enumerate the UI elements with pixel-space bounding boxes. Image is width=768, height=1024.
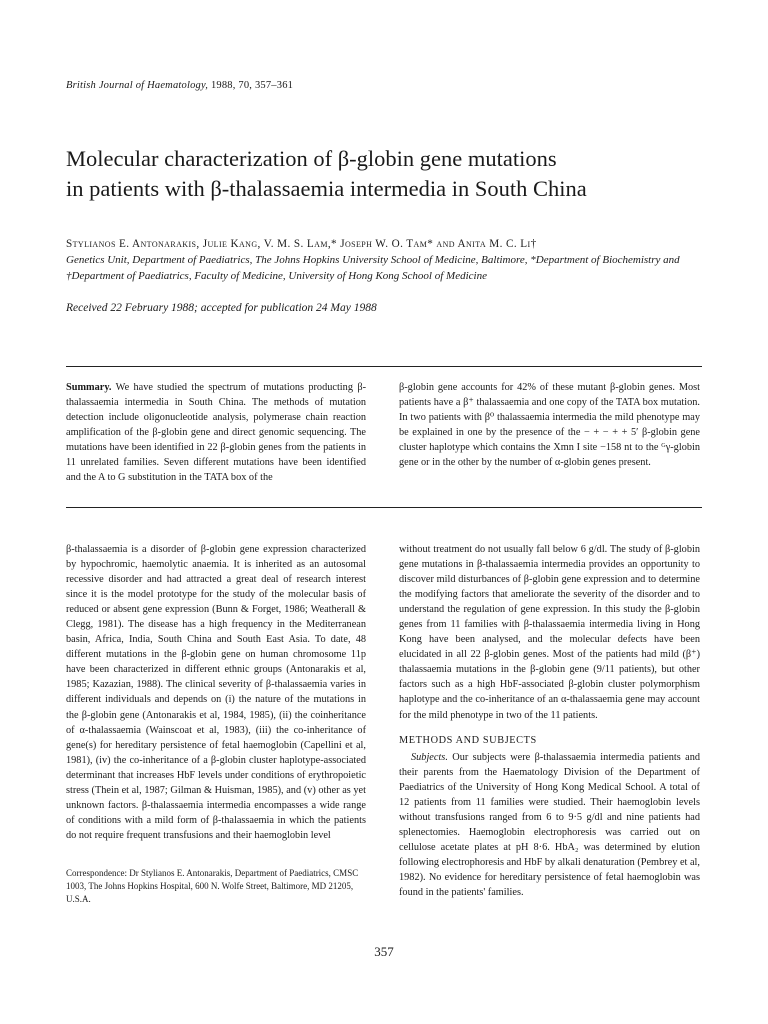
summary-text-left: We have studied the spectrum of mutations producting β-thalassaemia intermedia in South China. The methods of mutation detection include oligonucleotide analysis, polymerase chain reaction amplification of the β-globin gene and direct genomic sequencing. The mutations have been identified in 22 β-globin genes from the patients in 11 unrelated families. Seven different mutations have been identified and the A to G substitution in the TATA box of the (66, 382, 366, 484)
title-line-2: in patients with β-thalassaemia intermedia in South China (66, 176, 587, 201)
title-line-1: Molecular characterization of β-globin gene mutations (66, 146, 557, 171)
page-number: 357 (374, 944, 394, 959)
correspondence-footnote: Correspondence: Dr Stylianos E. Antonarakis, Department of Paediatrics, CMSC 1003, The Johns Hopkins Hospital, 600 N. Wolfe Street, Baltimore, MD 21205, U.S.A. (66, 868, 359, 904)
summary-right-column (399, 380, 700, 470)
journal-name: British Journal of Haematology, (66, 80, 209, 91)
intro-paragraph: β-thalassaemia is a disorder of β-globin gene expression characterized by hypochromic, haemolytic anaemia. It is inherited as an autosomal recessive disorder and had attracted a great deal of research interest since it is the model prototype for the study of the molecular basis of reduced or absent gene expression (Bunn & Forget, 1986; Weatherall & Clegg, 1981). The disease has a high frequency in the Mediterranean basin, Africa, India, South China and South East Asia. To date, 48 different mutations in the β-globin gene on human chromosome 11p have been characterized in different ethnic groups (Antonarakis et al, 1985; Kazazian, 1988). The clinical severity of β-thalassaemia varies in different individuals and depends on (i) the nature of the mutations in the β-globin gene (Antonarakis et al, 1984, 1985), (ii) the coinheritance of α-thalassaemia (Wainscoat et al, 1983), (iii) the co-inheritance of gene(s) for hereditary persistence of fetal haemoglobin (Capellini et al, 1981), (iv) the co-inheritance of a β-globin cluster haplotype-associated determinant that increases HbF levels under conditions of erythropoietic stress (Thein et al, 1987; Gilman & Huisman, 1985), and (v) other as yet unknown factors. β-thalassaemia intermedia encompasses a wide range of conditions with a mild form of β-thalassaemia in which the patients do not require frequent transfusions and their haemoglobin level (66, 544, 366, 841)
journal-citation (66, 80, 293, 91)
journal-volume-pages: 1988, 70, 357–361 (210, 80, 294, 91)
body-right-column (399, 542, 700, 900)
summary-top-rule (66, 366, 702, 367)
article-title (66, 144, 706, 204)
affiliations: Genetics Unit, Department of Paediatrics, The Johns Hopkins University School of Medicine, Baltimore, *Department of Biochemistry and †Department of Paediatrics, Faculty of Medicine, University of Hong Kong School of Medicine (66, 254, 680, 282)
received-dates: Received 22 February 1988; accepted for publication 24 May 1988 (66, 302, 377, 314)
summary-label: Summary. (66, 382, 112, 393)
summary-left-column (66, 380, 366, 485)
authors-text: Stylianos E. Antonarakis, Julie Kang, V. M. S. Lam,* Joseph W. O. Tam* and Anita M. C. Li† (66, 238, 537, 250)
summary-bottom-rule (66, 507, 702, 508)
body-left-column (66, 542, 366, 843)
subjects-label: Subjects. (411, 751, 448, 763)
intro-continuation: without treatment do not usually fall below 6 g/dl. The study of β-globin gene mutations in β-thalassaemia intermedia provides an opportunity to discover mild disturbances of β-globin gene expression and to determine the modifying factors that ameliorate the severity of the disorder and to understand the regulation of gene expression. In this study the β-globin genes from 11 families with β-thalassaemia intermedia living in Hong Kong have been analysed, and the molecular defects have been elucidated in all 22 β-globin genes. Most of the patients had mild (β⁺) thalassaemia mutations in the β-globin gene (9/11 patients), but other factors such as a high HbF-associated β-globin cluster polymorphism haplotype and the co-inheritance of an α-thalassaemia gene may account for the mild phenotype in two of the 11 patients. (399, 544, 700, 721)
section-heading: METHODS AND SUBJECTS (399, 734, 537, 746)
subjects-text: Our subjects were β-thalassaemia intermedia patients and their parents from the Haematology Division of the Department of Paediatrics of the University of Hong Kong Medical School. A total of 12 patients from 11 families were studied. Their haemoglobin levels without transfusions ranged from 6 to 9·5 g/dl and nine patients had splenectomies. Haemoglobin electrophoresis was carried out on cellulose acetate plates at pH 8·6. HbA₂ was determined by elution following electrophoresis and HbF by alkali denaturation (Pembrey et al, 1982). No evidence for hereditary persistence of fetal haemoglobin was found in the patients' families. (399, 751, 700, 899)
summary-text-right: β-globin gene accounts for 42% of these mutant β-globin genes. Most patients have a β⁺ thalassaemia and one copy of the TATA box mutation. In two patients with β⁰ thalassaemia intermedia the mild phenotype may be explained in one by the presence of the − + − + + 5′ β-globin gene cluster haplotype which contains the Xmn I site −158 nt to the ᴳγ-globin gene or in the other by the number of α-globin genes present. (399, 382, 700, 469)
author-list (66, 236, 706, 252)
